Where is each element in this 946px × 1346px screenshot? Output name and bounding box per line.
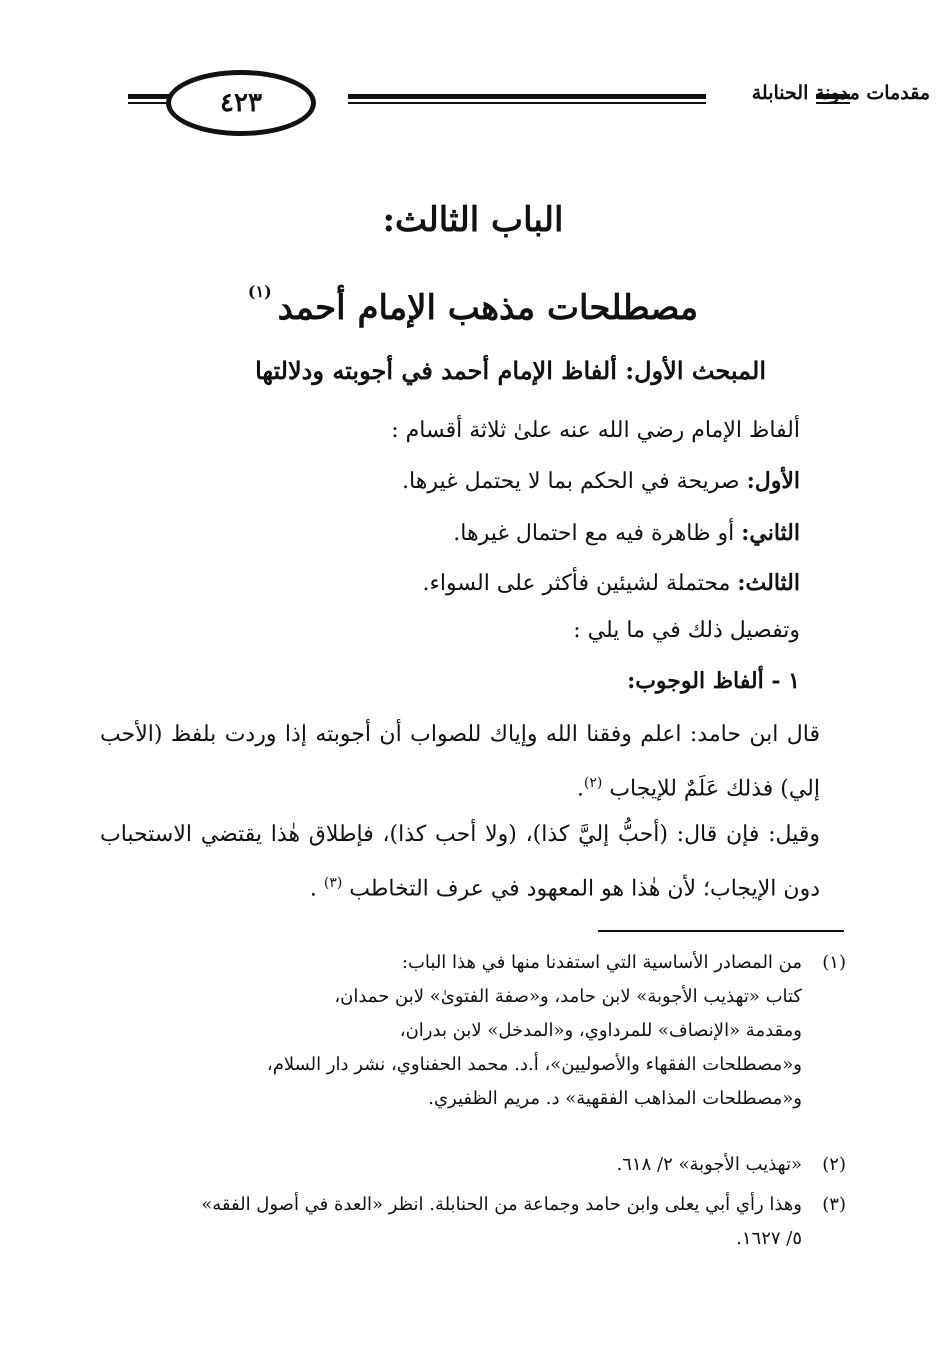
details-intro: وتفصيل ذلك في ما يلي : [573, 618, 800, 643]
footnote-number: (١) [822, 952, 846, 973]
paragraph-1-text: قال ابن حامد: اعلم وفقنا الله وإياك للصواب أن أجوبته إذا وردت بلفظ (الأحب إلي) فذلك عَلَمٌ للإيجاب [100, 722, 820, 802]
subheading-text: ١ - ألفاظ الوجوب: [627, 668, 800, 694]
footnote-ref-3[interactable]: (٣) [323, 875, 343, 891]
footnote-line: من المصادر الأساسية التي استفدنا منها في هذا الباب: [401, 952, 802, 973]
footnote-line: ٥/ ١٦٢٧. [736, 1228, 802, 1249]
item-text: أو ظاهرة فيه مع احتمال غيرها. [453, 521, 742, 546]
footnote-separator [598, 930, 844, 932]
footnote-2 [106, 1148, 846, 1182]
list-item [110, 570, 800, 596]
footnote-number: (٣) [822, 1194, 846, 1215]
subsection-title: المبحث الأول: ألفاظ الإمام أحمد في أجوبته ودلالتها [255, 356, 766, 385]
footnote-1 [106, 946, 846, 1116]
footnote-ref-1[interactable]: (١) [247, 282, 272, 301]
paragraph-1 [100, 710, 820, 813]
footnote-line: كتاب «تهذيب الأجوبة» لابن حامد، و«صفة الفتوىٰ» لابن حمدان، [334, 986, 802, 1007]
subheading-obligation [110, 668, 800, 694]
list-item [110, 520, 800, 546]
item-text: محتملة لشيئين فأكثر على السواء. [422, 571, 738, 596]
item-label: الثاني: [741, 520, 800, 546]
paragraph-2-text: وقيل: فإن قال: (أحبُّ إليَّ كذا)، (ولا أحب كذا)، فإطلاق هٰذا يقتضي الاستحباب دون الإيجاب؛ لأن هٰذا هو المعهود في عرف التخاطب [100, 822, 820, 902]
item-text: صريحة في الحكم بما لا يحتمل غيرها. [402, 469, 747, 494]
part-title: الباب الثالث: [382, 200, 564, 240]
footnote-line: و«مصطلحات المذاهب الفقهية» د. مريم الظفيري. [428, 1088, 802, 1109]
list-item [110, 468, 800, 494]
footnote-ref-2[interactable]: (٢) [583, 775, 603, 791]
header-rule-middle [348, 94, 706, 108]
paragraph-2 [100, 810, 820, 913]
section-title-text: مصطلحات مذهب الإمام أحمد [277, 288, 699, 328]
footnote-line: وهذا رأي أبي يعلى وابن حامد وجماعة من الحنابلة. انظر «العدة في أصول الفقه» [201, 1194, 802, 1215]
footnote-line: و«مصطلحات الفقهاء والأصوليين»، أ.د. محمد الحفناوي، نشر دار السلام، [266, 1054, 802, 1075]
section-title [150, 282, 796, 328]
item-label: الثالث: [737, 570, 800, 596]
footnote-number: (٢) [822, 1154, 846, 1175]
paragraph-1-end: . [576, 776, 584, 802]
page-number: ٤٢٣ [166, 70, 316, 136]
running-title: مقدمات مدونة الحنابلة [751, 82, 930, 104]
intro-line: ألفاظ الإمام رضي الله عنه علىٰ ثلاثة أقسام : [391, 418, 800, 443]
item-label: الأول: [746, 468, 800, 494]
running-header [120, 70, 930, 140]
footnote-line: «تهذيب الأجوبة» ٢/ ٦١٨. [616, 1154, 802, 1175]
footnote-line: ومقدمة «الإنصاف» للمرداوي، و«المدخل» لابن بدران، [399, 1020, 802, 1041]
footnote-3 [106, 1188, 846, 1256]
paragraph-2-end: . [309, 876, 324, 902]
